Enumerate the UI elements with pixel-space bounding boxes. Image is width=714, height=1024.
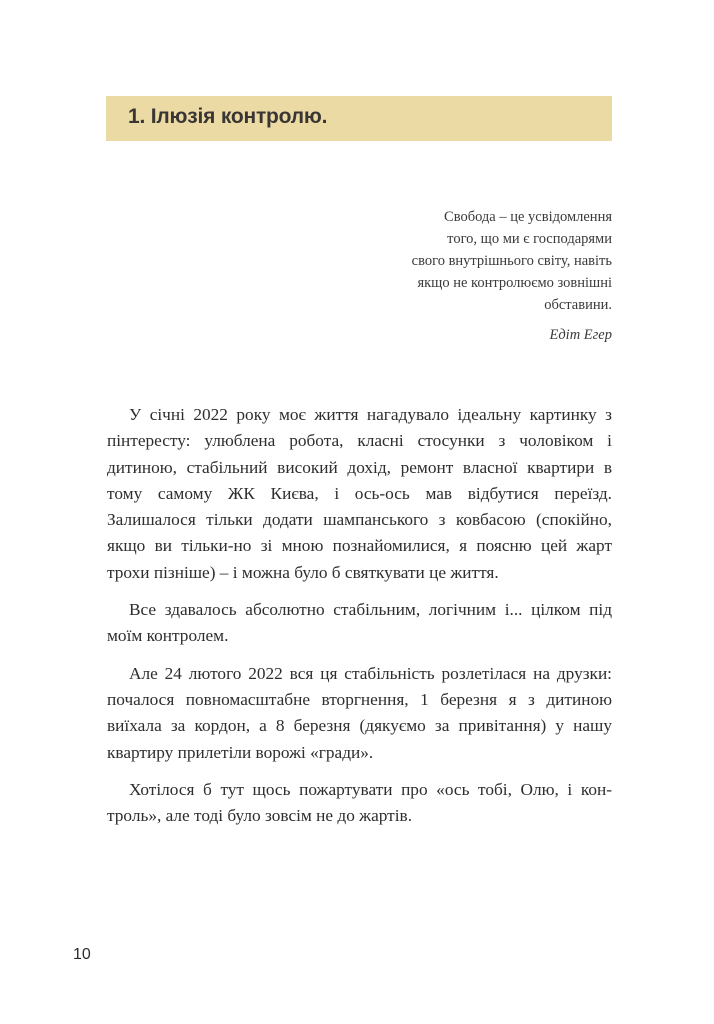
epigraph-line: Свобода – це усвідомлення	[444, 209, 612, 225]
epigraph-line: обставини.	[544, 297, 612, 313]
body-text	[107, 402, 612, 840]
paragraph: Хотілося б тут щось пожартувати про «ось тобі, Олю, і контроль», але тоді було зовсім не до жартів.	[107, 779, 612, 826]
epigraph-line: якщо не контролюємо зовнішні	[417, 275, 612, 291]
epigraph-author: Едіт Егер	[549, 327, 612, 343]
page-number: 10	[73, 946, 91, 963]
paragraph: Але 24 лютого 2022 вся ця стабільність розлетілася на друзки: почалося повномасштабне вторгнення, 1 березня я з дитиною виїхала за кордон, а 8 березня (дякуємо за привітання) у нашу квартиру прилетіли ворожі «гради».	[107, 663, 612, 762]
epigraph-line: того, що ми є господарями	[447, 231, 612, 247]
epigraph-line: свого внутрішнього світу, навіть	[411, 253, 612, 269]
chapter-banner	[106, 96, 612, 141]
epigraph-quote	[352, 206, 612, 316]
chapter-title: 1. Ілюзія контролю.	[128, 105, 328, 128]
paragraph: Все здавалось абсолютно стабільним, логічним і... цілком під моїм контролем.	[107, 600, 612, 646]
paragraph: У січні 2022 року моє життя нагадувало ідеальну картинку з пінтересту: улюблена робота, класні стосунки з чоловіком і дитиною, стабільний високий дохід, ремонт власної квартири в тому самому ЖК Києва, і ось-ось мав відбутися переїзд. Залишалося тільки додати шампанського з ковбасою (спокійно, якщо ви тільки-но зі мною познайомилися, я поясню цей жарт трохи пізніше) – і можна було б святкувати це життя.	[107, 405, 612, 582]
